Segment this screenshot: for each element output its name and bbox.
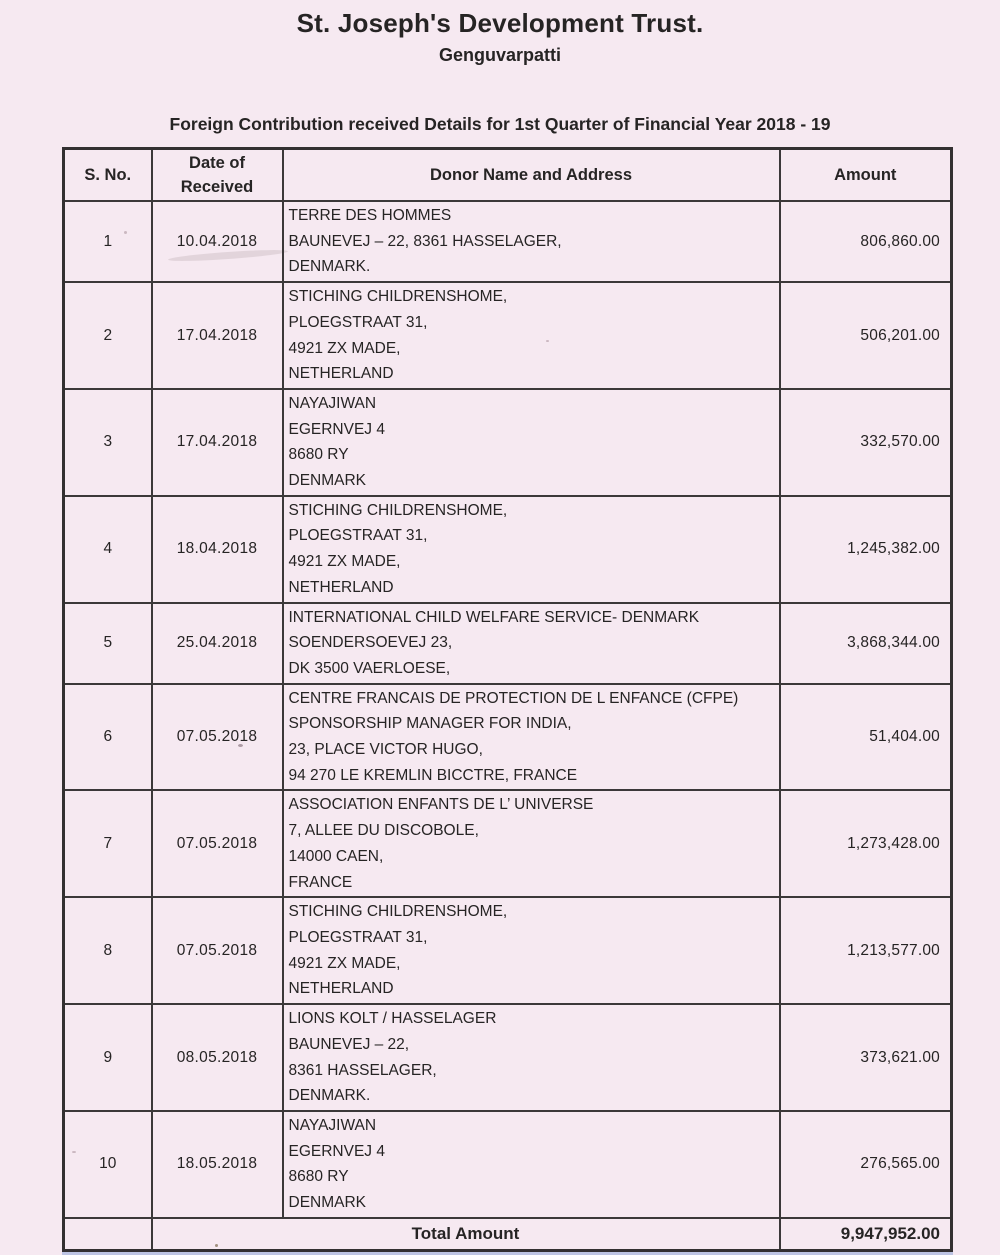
table-row xyxy=(64,897,952,1004)
sno-cell: 8 xyxy=(64,897,152,1004)
amount-cell: 332,570.00 xyxy=(780,389,952,496)
table-row xyxy=(64,790,952,897)
total-row xyxy=(64,1218,952,1251)
sno-cell: 4 xyxy=(64,496,152,603)
header-amount: Amount xyxy=(780,149,952,202)
sno-cell: 10 xyxy=(64,1111,152,1218)
sno-cell: 2 xyxy=(64,282,152,389)
donor-line: NETHERLAND xyxy=(288,578,394,596)
donor-line: DENMARK. xyxy=(288,258,371,276)
donor-line: 4921 ZX MADE, xyxy=(288,339,401,357)
date-cell: 07.05.2018 xyxy=(152,790,283,897)
table-header-row xyxy=(64,149,952,202)
table-row xyxy=(64,201,952,282)
donor-cell xyxy=(283,603,780,684)
donor-line: 8680 RY xyxy=(288,1168,349,1186)
amount-cell: 1,213,577.00 xyxy=(780,897,952,1004)
donor-line: ASSOCIATION ENFANTS DE L’ UNIVERSE xyxy=(288,796,594,814)
donor-line: EGERNVEJ 4 xyxy=(288,1142,385,1160)
sno-cell: 7 xyxy=(64,790,152,897)
donor-line: NETHERLAND xyxy=(288,980,394,998)
donor-cell xyxy=(283,201,780,282)
donor-line: LIONS KOLT / HASSELAGER xyxy=(288,1010,497,1028)
table-row xyxy=(64,389,952,496)
amount-cell: 1,245,382.00 xyxy=(780,496,952,603)
donor-line: EGERNVEJ 4 xyxy=(288,420,385,438)
date-cell: 18.04.2018 xyxy=(152,496,283,603)
donor-line: DK 3500 VAERLOESE, xyxy=(288,659,451,677)
donor-cell xyxy=(283,790,780,897)
document-heading: Foreign Contribution received Details for 1st Quarter of Financial Year 2018 - 19 xyxy=(169,114,831,134)
date-cell: 17.04.2018 xyxy=(152,389,283,496)
amount-cell: 3,868,344.00 xyxy=(780,603,952,684)
donor-line: DENMARK xyxy=(288,472,367,490)
sno-cell: 6 xyxy=(64,684,152,791)
donor-cell xyxy=(283,496,780,603)
amount-cell: 806,860.00 xyxy=(780,201,952,282)
donor-line: SPONSORSHIP MANAGER FOR INDIA, xyxy=(288,715,572,733)
amount-cell: 506,201.00 xyxy=(780,282,952,389)
table-row xyxy=(64,282,952,389)
donor-cell xyxy=(283,1111,780,1218)
sno-cell: 9 xyxy=(64,1004,152,1111)
donor-line: DENMARK. xyxy=(288,1087,371,1105)
document-subtitle: Genguvarpatti xyxy=(438,45,562,65)
donor-line: PLOEGSTRAAT 31, xyxy=(288,527,428,545)
date-cell: 08.05.2018 xyxy=(152,1004,283,1111)
donor-line: 4921 ZX MADE, xyxy=(288,553,401,571)
amount-cell: 276,565.00 xyxy=(780,1111,952,1218)
donor-line: CENTRE FRANCAIS DE PROTECTION DE L ENFANCE (CFPE) xyxy=(288,689,739,707)
donor-line: STICHING CHILDRENSHOME, xyxy=(288,288,508,306)
table-row xyxy=(64,496,952,603)
donor-line: 4921 ZX MADE, xyxy=(288,954,401,972)
date-cell: 07.05.2018 xyxy=(152,897,283,1004)
donor-line: BAUNEVEJ – 22, 8361 HASSELAGER, xyxy=(288,232,562,250)
date-cell: 10.04.2018 xyxy=(152,201,283,282)
date-cell: 17.04.2018 xyxy=(152,282,283,389)
donor-line: PLOEGSTRAAT 31, xyxy=(288,313,428,331)
donor-line: 7, ALLEE DU DISCOBOLE, xyxy=(288,822,479,840)
table-row xyxy=(64,603,952,684)
header-donor-name-address: Donor Name and Address xyxy=(283,149,780,202)
amount-cell: 373,621.00 xyxy=(780,1004,952,1111)
table-row xyxy=(64,1111,952,1218)
donor-table-body xyxy=(64,201,952,1218)
sno-cell: 3 xyxy=(64,389,152,496)
donor-cell xyxy=(283,282,780,389)
table-row xyxy=(64,1004,952,1111)
total-label: Total Amount xyxy=(152,1218,780,1251)
donor-line: INTERNATIONAL CHILD WELFARE SERVICE- DENMARK xyxy=(288,608,700,626)
sno-cell: 5 xyxy=(64,603,152,684)
total-empty-cell xyxy=(64,1218,152,1251)
total-amount: 9,947,952.00 xyxy=(780,1218,952,1251)
table-row xyxy=(64,684,952,791)
donor-line: 8361 HASSELAGER, xyxy=(288,1061,437,1079)
donor-line: 23, PLACE VICTOR HUGO, xyxy=(288,741,483,759)
donor-line: TERRE DES HOMMES xyxy=(288,207,452,224)
header-date-received: Date of Received xyxy=(152,149,283,202)
amount-cell: 1,273,428.00 xyxy=(780,790,952,897)
donor-contributions-table xyxy=(62,147,953,1252)
sno-cell: 1 xyxy=(64,201,152,282)
date-cell: 18.05.2018 xyxy=(152,1111,283,1218)
date-cell: 07.05.2018 xyxy=(152,684,283,791)
donor-line: 8680 RY xyxy=(288,446,349,464)
header-sno: S. No. xyxy=(64,149,152,202)
donor-line: FRANCE xyxy=(288,873,353,891)
donor-line: NAYAJIWAN xyxy=(288,394,377,412)
date-cell: 25.04.2018 xyxy=(152,603,283,684)
donor-line: STICHING CHILDRENSHOME, xyxy=(288,501,508,519)
donor-cell xyxy=(283,1004,780,1111)
document-title: St. Joseph's Development Trust. xyxy=(296,8,704,38)
donor-line: 94 270 LE KREMLIN BICCTRE, FRANCE xyxy=(288,766,578,784)
donor-cell xyxy=(283,389,780,496)
donor-cell xyxy=(283,684,780,791)
donor-line: STICHING CHILDRENSHOME, xyxy=(288,903,508,921)
donor-line: DENMARK xyxy=(288,1194,367,1212)
donor-line: BAUNEVEJ – 22, xyxy=(288,1035,410,1053)
donor-line: NAYAJIWAN xyxy=(288,1116,377,1134)
donor-line: NETHERLAND xyxy=(288,365,394,383)
amount-cell: 51,404.00 xyxy=(780,684,952,791)
donor-line: PLOEGSTRAAT 31, xyxy=(288,928,428,946)
donor-line: 14000 CAEN, xyxy=(288,847,384,865)
donor-cell xyxy=(283,897,780,1004)
donor-line: SOENDERSOEVEJ 23, xyxy=(288,634,453,652)
